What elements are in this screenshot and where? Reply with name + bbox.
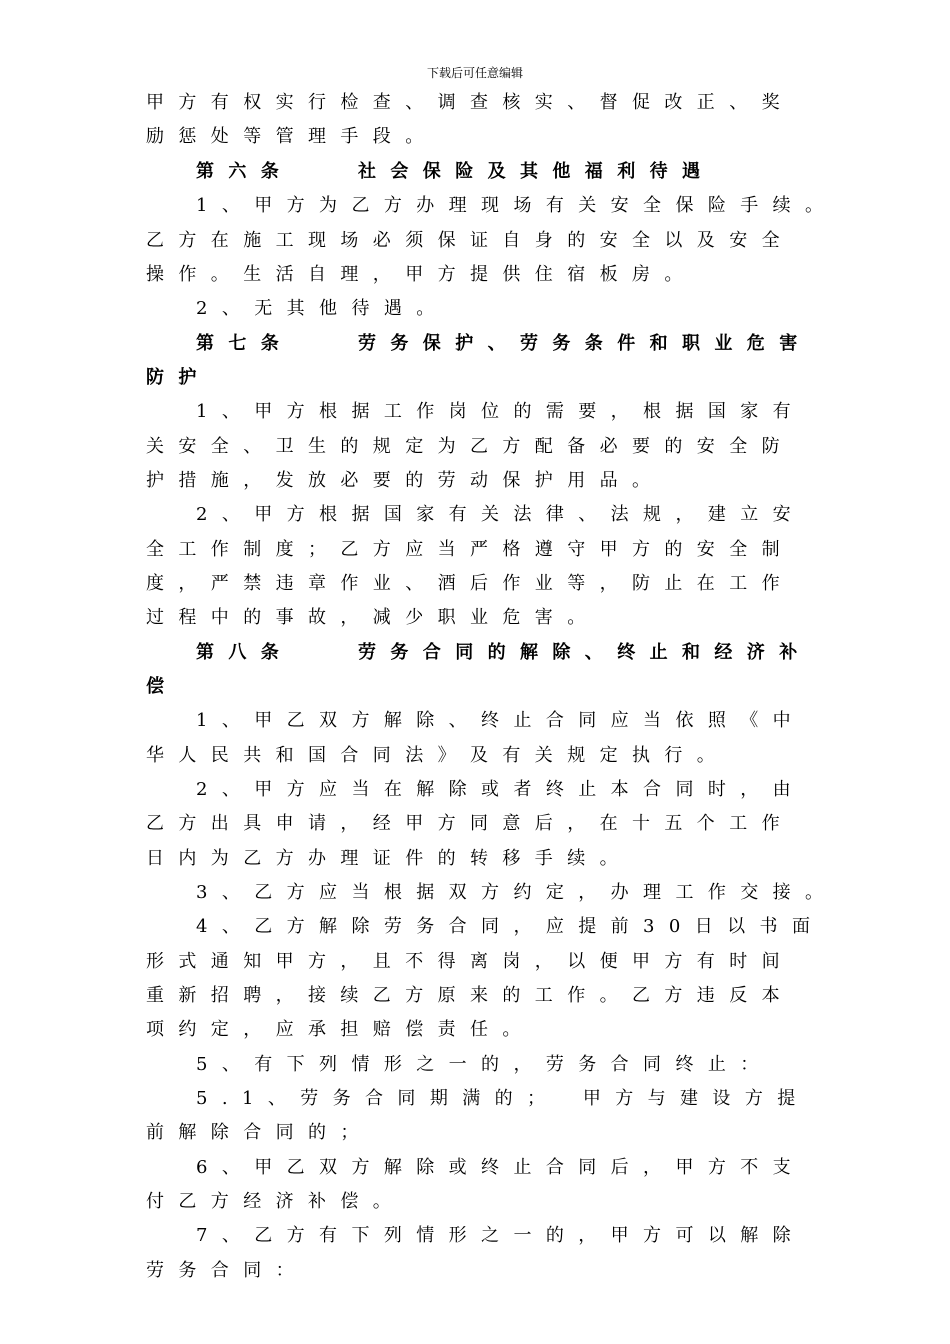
text-line: 乙方出具申请，经甲方同意后，在十五个工作 [146, 813, 794, 834]
text-line: 2、甲方应当在解除或者终止本合同时，由 [196, 779, 806, 800]
text-line: 励惩处等管理手段。 [146, 126, 438, 147]
text-line: 全工作制度；乙方应当严格遵守甲方的安全制 [146, 539, 794, 560]
section-heading-8-cont: 偿 [146, 676, 179, 697]
text-line: 1、甲乙双方解除、终止合同应当依照《中 [196, 710, 806, 731]
text-line: 劳务合同： [146, 1260, 308, 1281]
text-line: 项约定，应承担赔偿责任。 [146, 1019, 535, 1040]
text-line: 过程中的事故，减少职业危害。 [146, 607, 600, 628]
section-heading-8: 第八条 劳务合同的解除、终止和经济补 [196, 642, 812, 663]
text-line: 关安全、卫生的规定为乙方配备必要的安全防 [146, 436, 794, 457]
text-line: 2、甲方根据国家有关法律、法规，建立安 [196, 504, 806, 525]
text-line: 2、无其他待遇。 [196, 298, 449, 319]
text-line: 度，严禁违章作业、酒后作业等，防止在工作 [146, 573, 794, 594]
text-line: 形式通知甲方，且不得离岗，以便甲方有时间 [146, 951, 794, 972]
page-header: 下载后可任意编辑 [426, 66, 523, 80]
text-line: 乙方在施工现场必须保证自身的安全以及安全 [146, 230, 794, 251]
text-line: 4、乙方解除劳务合同，应提前30日以书面 [196, 916, 825, 937]
text-line: 重新招聘，接续乙方原来的工作。乙方违反本 [146, 985, 794, 1006]
section-heading-7: 第七条 劳务保护、劳务条件和职业危害 [196, 333, 812, 354]
text-line: 日内为乙方办理证件的转移手续。 [146, 848, 632, 869]
text-line: 操作。生活自理，甲方提供住宿板房。 [146, 264, 697, 285]
text-line: 7、乙方有下列情形之一的，甲方可以解除 [196, 1225, 806, 1246]
text-line: 5.1、劳务合同期满的； 甲方与建设方提 [196, 1088, 810, 1109]
section-heading-7-cont: 防护 [146, 367, 211, 388]
text-line: 1、甲方根据工作岗位的需要，根据国家有 [196, 401, 806, 422]
text-line: 6、甲乙双方解除或终止合同后，甲方不支 [196, 1157, 806, 1178]
text-line: 3、乙方应当根据双方约定，办理工作交接。 [196, 882, 838, 903]
text-line: 甲方有权实行检查、调查核实、督促改正、奖 [146, 92, 794, 113]
text-line: 付乙方经济补偿。 [146, 1191, 406, 1212]
text-line: 华人民共和国合同法》及有关规定执行。 [146, 745, 730, 766]
text-line: 护措施，发放必要的劳动保护用品。 [146, 470, 665, 491]
text-line: 1、甲方为乙方办理现场有关安全保险手续。 [196, 195, 838, 216]
text-line: 前解除合同的； [146, 1122, 373, 1143]
section-heading-6: 第六条 社会保险及其他福利待遇 [196, 161, 715, 182]
text-line: 5、有下列情形之一的，劳务合同终止： [196, 1054, 773, 1075]
